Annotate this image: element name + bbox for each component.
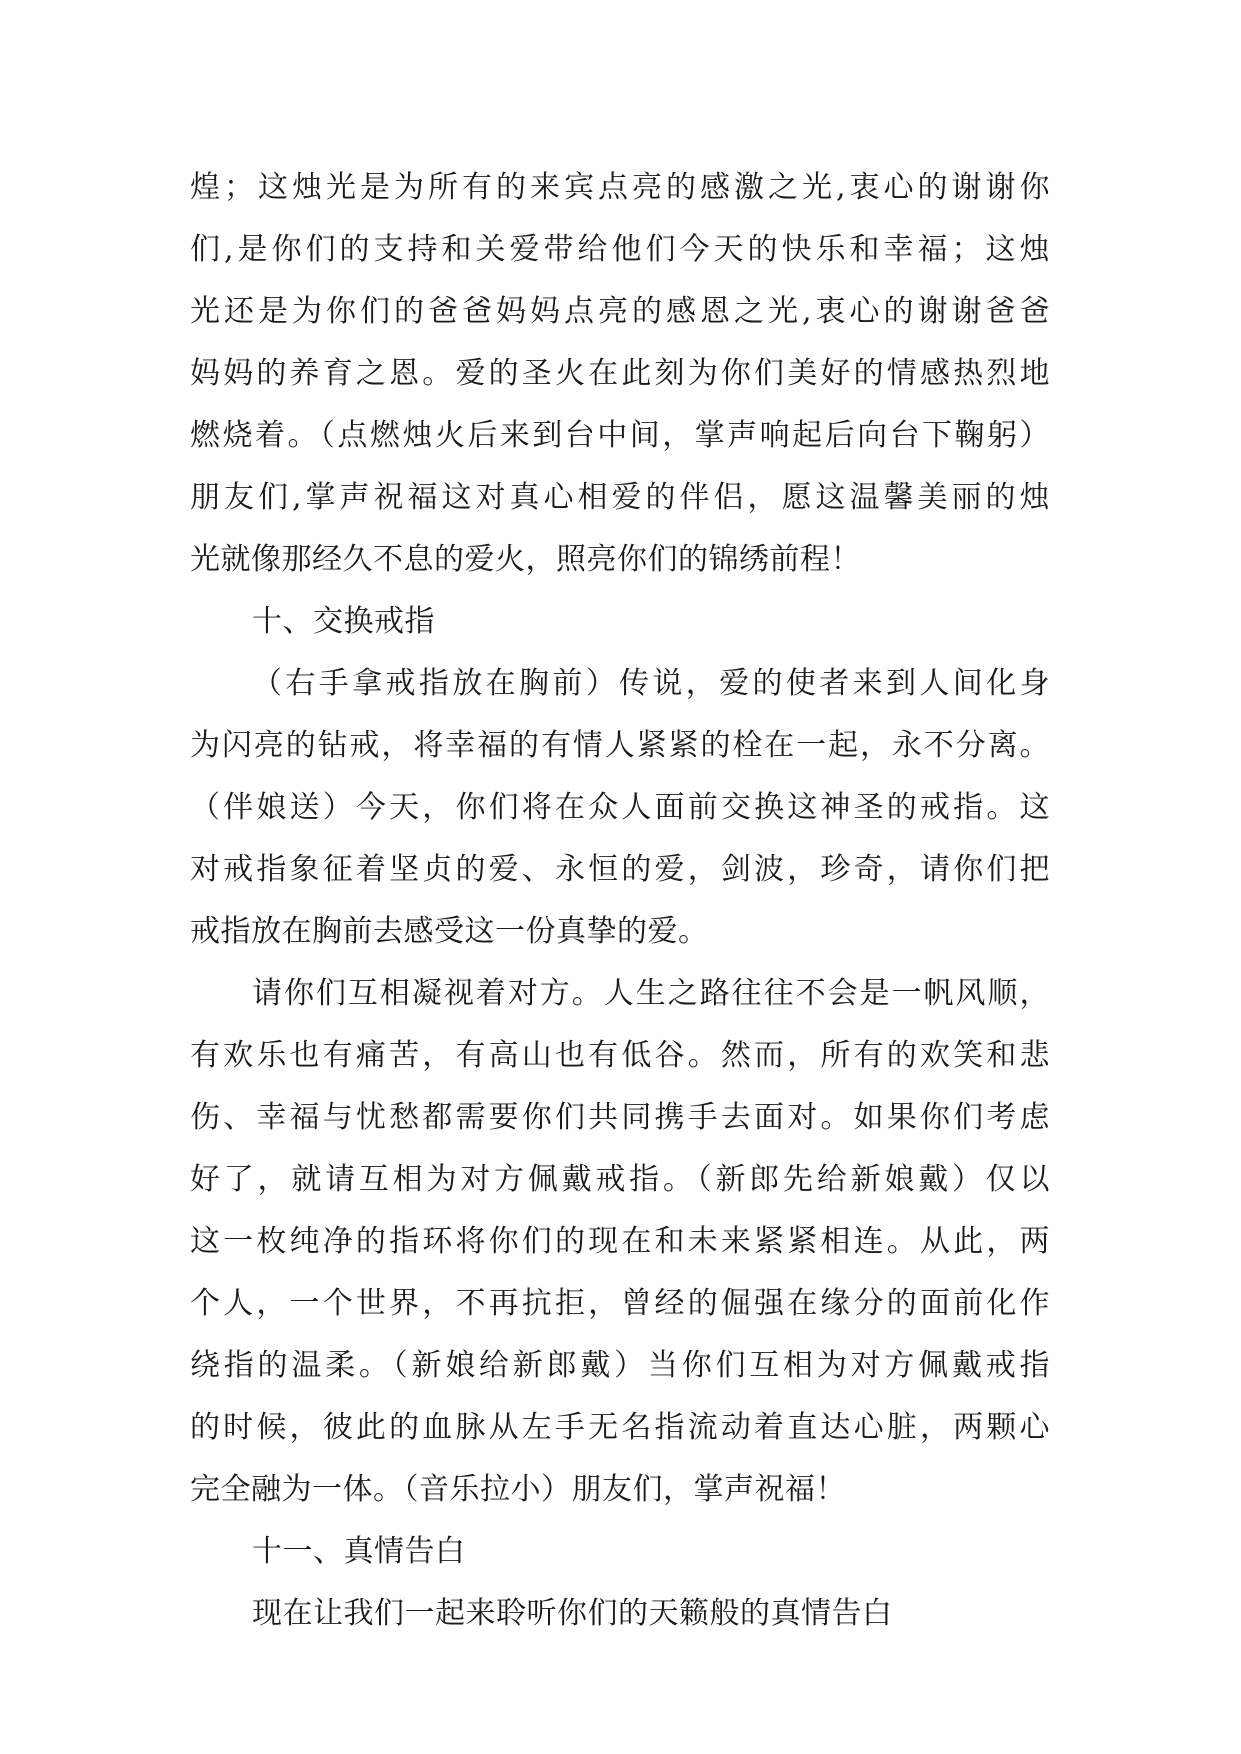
text-line: （右手拿戒指放在胸前）传说，爱的使者来到人间化身 [252,666,1050,701]
text-line: 这一枚纯净的指环将你们的现在和未来紧紧相连。从此，两 [190,1224,1050,1259]
text-line: 个人，一个世界，不再抗拒，曾经的倔强在缘分的面前化作 [190,1286,1050,1321]
section-heading: 十、交换戒指 [252,604,435,639]
text-line: 完全融为一体。（音乐拉小）朋友们，掌声祝福！ [190,1472,846,1507]
text-line: 的时候，彼此的血脉从左手无名指流动着直达心脏，两颗心 [190,1410,1050,1445]
text-line: 绕指的温柔。（新娘给新郎戴）当你们互相为对方佩戴戒指 [190,1348,1050,1383]
text-line: 为闪亮的钻戒，将幸福的有情人紧紧的栓在一起，永不分离。 [190,728,1050,763]
text-line: 好了，就请互相为对方佩戴戒指。（新郎先给新娘戴）仅以 [190,1162,1050,1197]
text-line: 有欢乐也有痛苦，有高山也有低谷。然而，所有的欢笑和悲 [190,1038,1050,1073]
text-line: 朋友们,掌声祝福这对真心相爱的伴侣，愿这温馨美丽的烛 [190,480,1050,515]
text-line: 燃烧着。（点燃烛火后来到台中间，掌声响起后向台下鞠躬） [190,418,1050,453]
text-line: 伤、幸福与忧愁都需要你们共同携手去面对。如果你们考虑 [190,1100,1050,1135]
text-line: 妈妈的养育之恩。爱的圣火在此刻为你们美好的情感热烈地 [190,356,1050,391]
section-heading: 十一、真情告白 [252,1534,466,1569]
text-line: 煌；这烛光是为所有的来宾点亮的感激之光,衷心的谢谢你 [190,170,1050,205]
document-body [190,157,1050,1645]
text-line: （伴娘送）今天，你们将在众人面前交换这神圣的戒指。这 [190,790,1050,825]
text-line: 请你们互相凝视着对方。人生之路往往不会是一帆风顺， [252,976,1050,1011]
text-line: 光就像那经久不息的爱火，照亮你们的锦绣前程！ [190,542,861,577]
text-line: 对戒指象征着坚贞的爱、永恒的爱，剑波，珍奇，请你们把 [190,852,1050,887]
text-line: 现在让我们一起来聆听你们的天籁般的真情告白 [252,1596,893,1631]
text-line: 们,是你们的支持和关爱带给他们今天的快乐和幸福；这烛 [190,232,1050,267]
text-line: 光还是为你们的爸爸妈妈点亮的感恩之光,衷心的谢谢爸爸 [190,294,1050,329]
text-line: 戒指放在胸前去感受这一份真挚的爱。 [190,914,709,949]
